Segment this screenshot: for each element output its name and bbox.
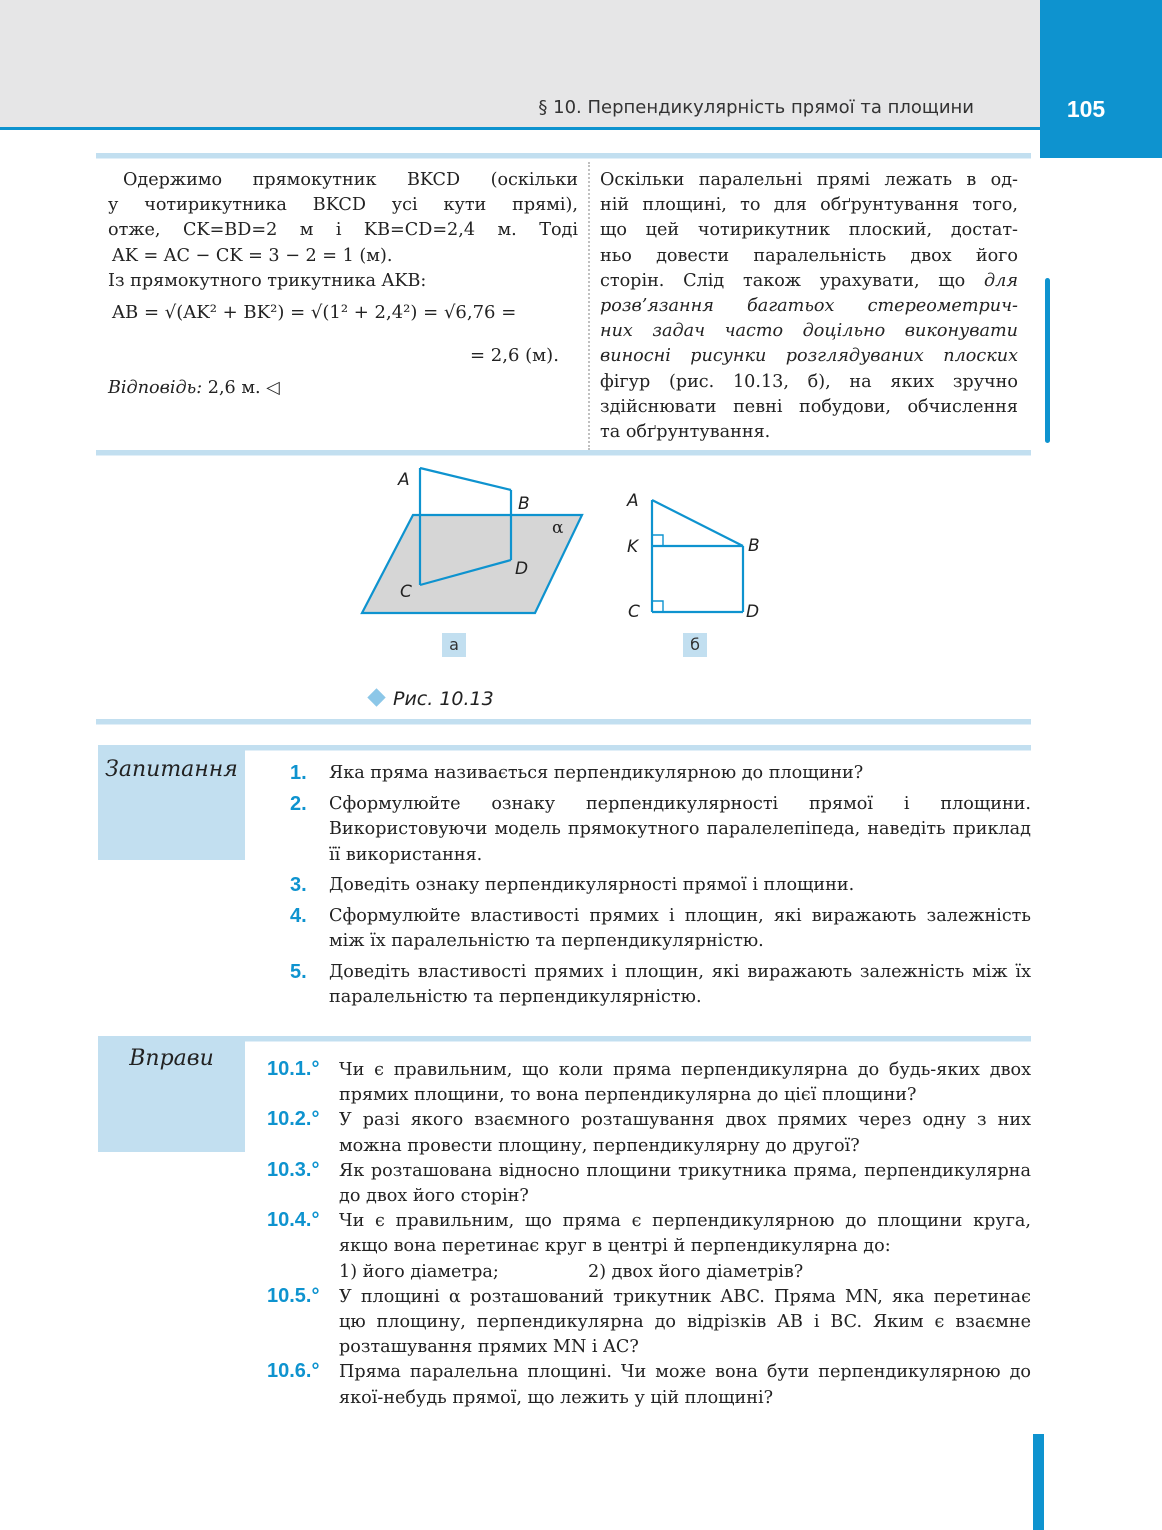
caption-text: Рис. 10.13 (393, 688, 494, 710)
segment-ab (420, 468, 511, 490)
exercises-top-rule (245, 1036, 1031, 1041)
question-text: Яка пряма називається перпендикулярною до площини? (329, 763, 864, 783)
questions-top-rule (245, 745, 1031, 750)
point-label-c-b: C (628, 602, 640, 622)
right-angle-mark-c (652, 601, 663, 612)
exercise-text: Чи є правильним, що пряма є перпендикулярною до площини круга, якщо вона перетинає круг в центрі й перпендикулярна до: (339, 1211, 1031, 1257)
questions-list (290, 761, 1031, 1016)
question-text: Сформулюйте ознаку перпендикулярності прямої і площини. Використовуючи модель прямокутного паралелепіпеда, наведіть приклад її використання. (329, 793, 1031, 865)
question-item (290, 873, 1031, 899)
box-bottom-rule (96, 450, 1031, 455)
point-label-b: B (518, 494, 530, 514)
point-label-d: D (515, 559, 529, 579)
note-line (600, 269, 1018, 294)
figure-caption (370, 688, 494, 710)
margin-accent-bar (1045, 278, 1050, 443)
exercise-suboption: 1) його діаметра; (339, 1261, 499, 1282)
plane-alpha (362, 515, 582, 613)
question-number: 4. (290, 904, 307, 927)
formula-result: = 2,6 (м). (470, 345, 559, 366)
note-line: виносні рисунки розглядуваних плоских (600, 346, 1018, 367)
exercise-item (267, 1058, 1031, 1108)
figure-10-13 (340, 460, 800, 670)
note-line: фігур (рис. 10.13, б), на яких зручно (600, 371, 1018, 392)
point-label-k-b: K (627, 537, 639, 557)
exercise-text: У разі якого взаємного розташування двох прямих через одну з них можна провести площину, перпендикулярну до другої? (339, 1110, 1031, 1156)
question-item (290, 761, 1031, 787)
solution-line: Одержимо прямокутник BKCD (оскільки (123, 170, 578, 190)
note-line: та обґрунтування. (600, 422, 771, 443)
question-item (290, 792, 1031, 869)
diamond-icon (367, 688, 385, 706)
segment-ab-b (652, 500, 743, 546)
box-top-rule (96, 153, 1031, 158)
point-label-a-b: A (627, 491, 639, 511)
answer-value: 2,6 м. ◁ (207, 378, 280, 398)
solution-column (108, 168, 578, 294)
exercise-suboptions (339, 1260, 1031, 1285)
point-label-d-b: D (746, 602, 760, 622)
note-column (600, 168, 1018, 445)
answer-label: Відповідь: (108, 378, 203, 398)
exercise-number: 10.3.° (267, 1158, 320, 1181)
solution-line: AK = AC − CK = 3 − 2 = 1 (м). (112, 245, 393, 266)
figure-bottom-rule (96, 719, 1031, 724)
exercise-item (267, 1108, 1031, 1158)
exercise-text: Чи є правильним, що коли пряма перпендикулярна до будь-яких двох прямих площини, то вона перпендикулярна до цієї площини? (339, 1060, 1031, 1106)
bottom-accent-bar (1033, 1434, 1044, 1530)
formula-ab: AB = √(AK² + BK²) = √(1² + 2,4²) = √6,76 = (112, 302, 517, 323)
question-number: 3. (290, 874, 307, 896)
point-label-c: C (400, 582, 412, 602)
exercise-text: Пряма паралельна площині. Чи може вона бути перпендикулярною до якої-небудь прямої, що лежить у цій площині? (339, 1362, 1031, 1408)
note-line: ній площині, то для обґрунтування того, (600, 195, 1018, 216)
plane-label-alpha: α (552, 518, 564, 538)
exercise-number: 10.4.° (267, 1209, 320, 1232)
answer (108, 378, 280, 398)
note-line: ньо довести паралельність двох його (600, 245, 1018, 266)
question-number: 2. (290, 792, 307, 815)
exercises-list (267, 1058, 1031, 1411)
figure-label-a: а (442, 633, 466, 657)
note-line: них задач часто доцільно виконувати (600, 321, 1018, 342)
question-text: Сформулюйте властивості прямих і площин, які виражають залежність між їх паралельністю та перпендикулярністю. (329, 905, 1031, 951)
note-italic: для (984, 270, 1019, 291)
question-text: Доведіть ознаку перпендикулярності прямої і площини. (329, 875, 855, 895)
exercise-text: Як розташована відносно площини трикутника пряма, перпендикулярна до двох його сторін? (339, 1160, 1031, 1207)
exercise-item (267, 1285, 1031, 1361)
point-label-b-b: B (748, 536, 760, 556)
exercise-item (267, 1209, 1031, 1285)
solution-line: отже, CK=BD=2 м і KB=CD=2,4 м. Тоді (108, 220, 578, 241)
question-number: 1. (290, 762, 307, 784)
note-line: розв’язання багатьох стереометрич- (600, 296, 1018, 317)
exercises-title: Вправи (98, 1036, 245, 1152)
point-label-a: A (398, 470, 410, 490)
solution-line: Із прямокутного трикутника AKB: (108, 270, 427, 291)
question-number: 5. (290, 960, 307, 983)
note-text: сторін. Слід також урахувати, що (600, 270, 966, 291)
exercise-suboption: 2) двох його діаметрів? (588, 1261, 804, 1282)
exercise-item (267, 1360, 1031, 1410)
note-line: здійснювати певні побудови, обчислення (600, 396, 1018, 417)
page-number-tab (1040, 0, 1162, 158)
questions-title: Запитання (98, 745, 245, 860)
question-text: Доведіть властивості прямих і площин, які виражають залежність між їх паралельністю та перпендикулярністю. (329, 961, 1031, 1007)
header-rule (0, 127, 1040, 130)
note-line: що цей чотирикутник плоский, достат- (600, 220, 1018, 241)
exercise-text: У площині α розташований трикутник ABC. Пряма MN, яка перетинає цю площину, перпендикулярна до відрізків AB і BC. Яким є взаємне розташування прямих MN і AC? (339, 1286, 1031, 1358)
page-number: 105 (1066, 96, 1106, 122)
figure-label-b: б (683, 633, 707, 657)
question-item (290, 904, 1031, 955)
exercise-number: 10.6.° (267, 1360, 320, 1383)
solution-line: у чотирикутника BKCD усі кути прямі), (108, 195, 578, 216)
note-line: Оскільки паралельні прямі лежать в од- (600, 170, 1018, 190)
exercise-number: 10.5.° (267, 1284, 320, 1307)
right-angle-mark-k (652, 535, 663, 546)
running-head: § 10. Перпендикулярність прямої та площини (538, 97, 974, 118)
exercise-number: 10.2.° (267, 1108, 320, 1131)
question-item (290, 960, 1031, 1011)
column-divider (588, 162, 590, 450)
exercise-item (267, 1159, 1031, 1209)
exercise-number: 10.1.° (267, 1058, 320, 1080)
